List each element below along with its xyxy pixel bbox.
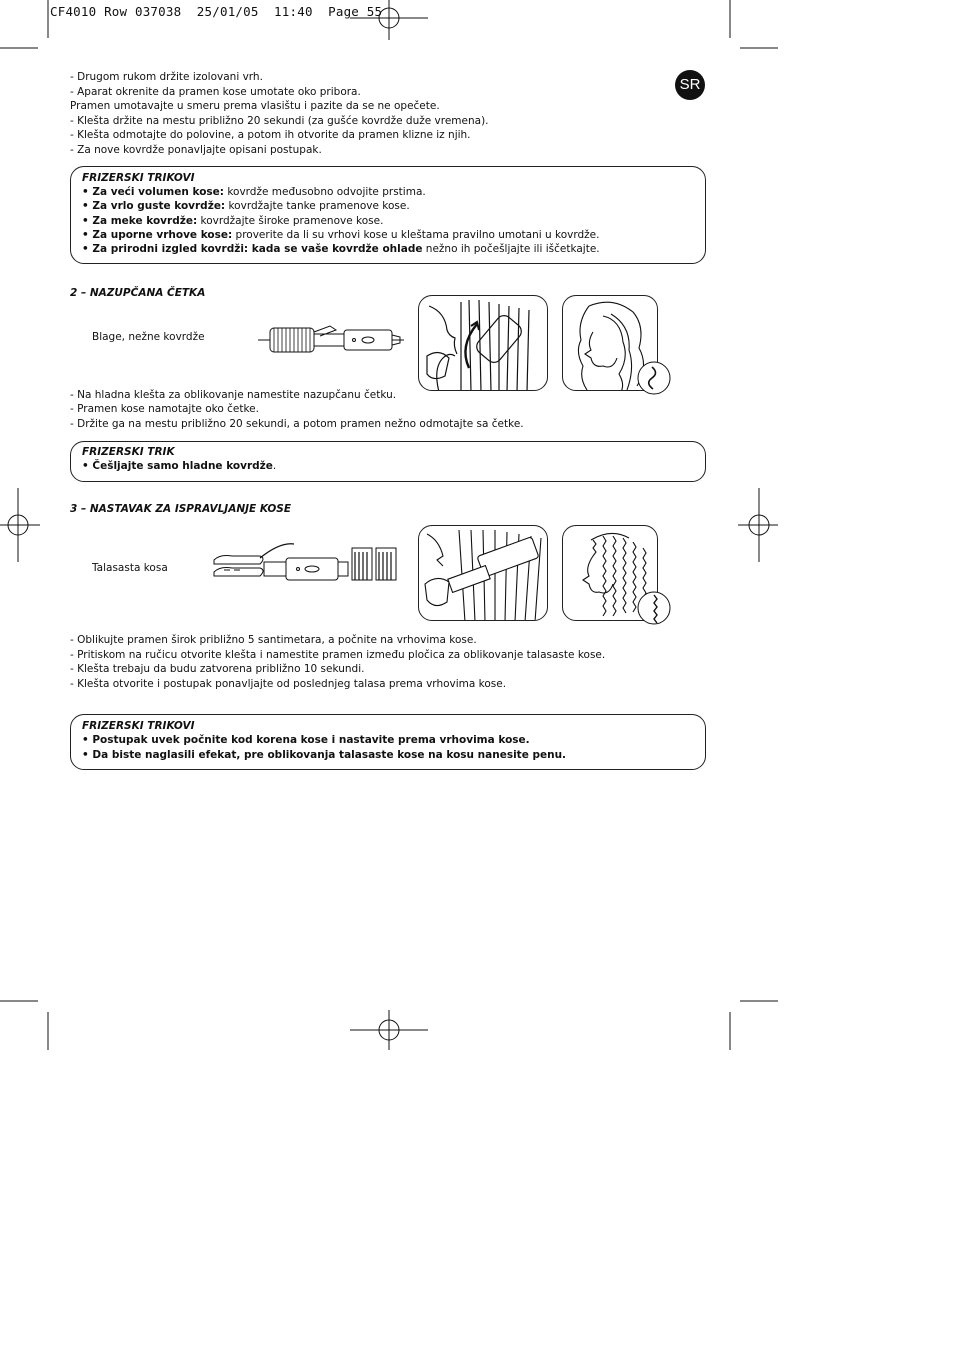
intro-line: - Klešta odmotajte do polovine, a potom ih otvorite da pramen klizne iz njih. xyxy=(70,129,471,141)
tip-item: • Za uporne vrhove kose: proverite da li su vrhovi kose u kleštama pravilno umotani u kovrdže. xyxy=(82,229,600,241)
section-2-title: 2 – NAZUPČANA ČETKA xyxy=(70,287,206,299)
tip-item: • Za vrlo guste kovrdže: kovrdžajte tanke pramenove kose. xyxy=(82,200,410,212)
tip-item: • Za veći volumen kose: kovrdže međusobno odvojite prstima. xyxy=(82,186,426,198)
wave-detail-circle xyxy=(637,591,671,625)
section-2-line: - Držite ga na mestu približno 20 sekundi, a potom pramen nežno odmotajte sa četke. xyxy=(70,418,524,430)
tips-title: FRIZERSKI TRIK xyxy=(82,446,175,458)
tip-item: • Za prirodni izgled kovrdži: kada se vaše kovrdže ohlade nežno ih počešljajte ili iščetkajte. xyxy=(82,243,600,255)
section-3-line: - Klešta trebaju da budu zatvorena približno 10 sekundi. xyxy=(70,663,365,675)
curling-brush-illustration xyxy=(258,320,404,360)
curl-detail-circle xyxy=(637,361,671,395)
section-3-line: - Pritiskom na ručicu otvorite klešta i namestite pramen između pločica za oblikovanje talasaste kose. xyxy=(70,649,606,661)
section-2-label: Blage, nežne kovrdže xyxy=(92,331,205,343)
intro-line: - Za nove kovrdže ponavljajte opisani postupak. xyxy=(70,144,322,156)
section-3-line: - Klešta otvorite i postupak ponavljajte od poslednjeg talasa prema vrhovima kose. xyxy=(70,678,507,690)
section-3-line: - Oblikujte pramen širok približno 5 santimetara, a počnite na vrhovima kose. xyxy=(70,634,477,646)
intro-line: - Drugom rukom držite izolovani vrh. xyxy=(70,71,263,83)
section-2-line: - Pramen kose namotajte oko četke. xyxy=(70,403,259,415)
language-badge: SR xyxy=(675,70,705,100)
section-3-title: 3 – NASTAVAK ZA ISPRAVLJANJE KOSE xyxy=(70,503,291,515)
brush-usage-illustration xyxy=(418,295,548,391)
crimping-iron-illustration xyxy=(210,540,400,590)
tip-item: • Češljajte samo hladne kovrdže. xyxy=(82,460,277,472)
print-header: CF4010 Row 037038 25/01/05 11:40 Page 55 xyxy=(50,4,383,19)
section-3-label: Talasasta kosa xyxy=(92,562,168,574)
tips-title: FRIZERSKI TRIKOVI xyxy=(82,720,195,732)
tip-item: • Postupak uvek počnite kod korena kose i nastavite prema vrhovima kose. xyxy=(82,734,530,746)
tips-title: FRIZERSKI TRIKOVI xyxy=(82,172,195,184)
tip-item: • Za meke kovrdže: kovrdžajte široke pramenove kose. xyxy=(82,215,384,227)
intro-line: Pramen umotavajte u smeru prema vlasištu i pazite da se ne opečete. xyxy=(70,100,440,112)
crimper-usage-illustration xyxy=(418,525,548,621)
section-2-line: - Na hladna klešta za oblikovanje namestite nazupčanu četku. xyxy=(70,389,397,401)
tip-item: • Da biste naglasili efekat, pre oblikovanja talasaste kose na kosu nanesite penu. xyxy=(82,749,567,761)
intro-line: - Aparat okrenite da pramen kose umotate oko pribora. xyxy=(70,86,361,98)
intro-line: - Klešta držite na mestu približno 20 sekundi (za gušće kovrdže duže vremena). xyxy=(70,115,489,127)
